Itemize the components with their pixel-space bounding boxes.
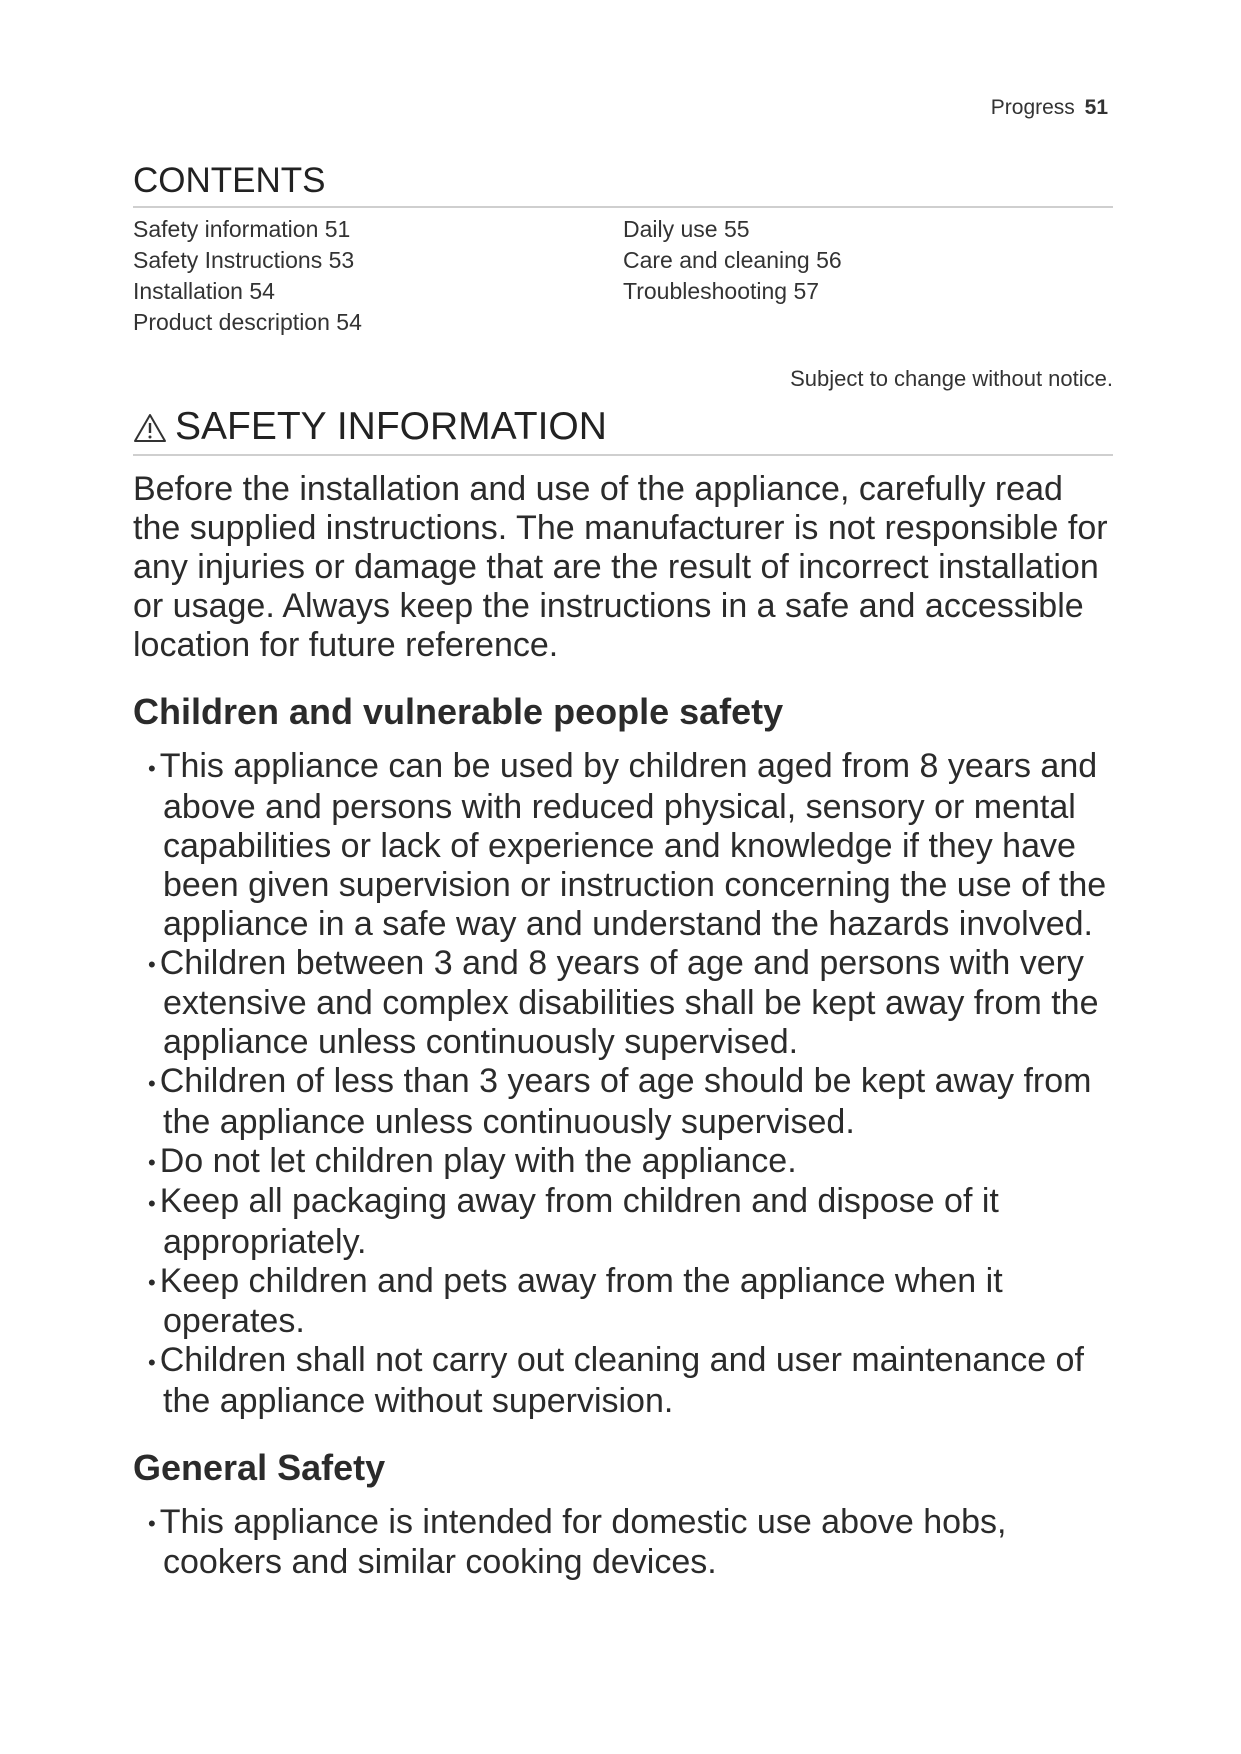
list-item <box>133 1262 1113 1342</box>
list-item <box>133 747 1113 944</box>
list-item-text: Do not let children play with the appliance. <box>159 1141 797 1180</box>
bullet-icon: • <box>148 1190 156 1216</box>
toc-item-product-description[interactable]: Product description 54 <box>133 309 362 335</box>
list-item-text: Children of less than 3 years of age should be kept away from the appliance unless continuously supervised. <box>159 1062 1092 1141</box>
toc-item-care-and-cleaning[interactable]: Care and cleaning 56 <box>623 247 842 273</box>
bullet-icon: • <box>148 755 156 781</box>
safety-intro-paragraph: Before the installation and use of the appliance, carefully read the supplied instructions. The manufacturer is not responsible for any injuries or damage that are the result of incorrect installation or usage. Always keep the instructions in a safe and accessible location for future reference. <box>133 470 1108 664</box>
list-item <box>133 1503 1113 1583</box>
page-content <box>133 160 1113 1582</box>
general-safety-heading: General Safety <box>133 1446 386 1488</box>
bullet-icon: • <box>148 1511 156 1537</box>
general-safety-list <box>133 1503 1113 1583</box>
list-item <box>133 1341 1113 1421</box>
list-item-text: Children between 3 and 8 years of age and persons with very extensive and complex disabilities shall be kept away from the appliance unless continuously supervised. <box>159 943 1099 1062</box>
warning-triangle-icon <box>133 412 167 444</box>
list-item <box>133 1142 1113 1183</box>
bullet-icon: • <box>148 952 156 978</box>
bullet-icon: • <box>148 1270 156 1296</box>
toc-item-safety-information[interactable]: Safety information 51 <box>133 216 351 242</box>
toc-item-installation[interactable]: Installation 54 <box>133 278 275 304</box>
contents-title: CONTENTS <box>133 161 326 200</box>
page-header <box>991 96 1108 120</box>
list-item-text: Children shall not carry out cleaning and user maintenance of the appliance without supervision. <box>159 1341 1084 1420</box>
table-of-contents <box>133 214 1113 338</box>
toc-left-column <box>133 214 623 338</box>
safety-information-title <box>133 404 1113 450</box>
children-safety-heading: Children and vulnerable people safety <box>133 691 784 732</box>
list-item <box>133 1182 1113 1262</box>
toc-right-column <box>623 214 1113 338</box>
bullet-icon: • <box>148 1150 156 1176</box>
bullet-icon: • <box>148 1349 156 1375</box>
contents-divider <box>133 206 1113 208</box>
list-item-text: This appliance can be used by children aged from 8 years and above and persons with reduced physical, sensory or mental capabilities or lack of experience and knowledge if they have been given supervision or instruction concerning the use of the appliance in a safe way and understand the hazards involved. <box>159 747 1107 943</box>
list-item-text: Keep all packaging away from children and dispose of it appropriately. <box>159 1182 999 1261</box>
page-number: 51 <box>1084 96 1108 119</box>
list-item <box>133 944 1113 1063</box>
bullet-icon: • <box>148 1070 156 1096</box>
list-item-text: This appliance is intended for domestic use above hobs, cookers and similar cooking devices. <box>159 1502 1007 1582</box>
toc-item-daily-use[interactable]: Daily use 55 <box>623 216 750 242</box>
safety-information-title-text: SAFETY INFORMATION <box>175 405 607 448</box>
list-item <box>133 1062 1113 1142</box>
list-item-text: Keep children and pets away from the appliance when it operates. <box>159 1261 1003 1341</box>
subject-to-change-note: Subject to change without notice. <box>790 366 1113 391</box>
toc-item-troubleshooting[interactable]: Troubleshooting 57 <box>623 278 820 304</box>
safety-divider <box>133 454 1113 456</box>
brand-name: Progress <box>990 96 1075 119</box>
children-safety-list <box>133 747 1113 1421</box>
toc-item-safety-instructions[interactable]: Safety Instructions 53 <box>133 247 355 273</box>
